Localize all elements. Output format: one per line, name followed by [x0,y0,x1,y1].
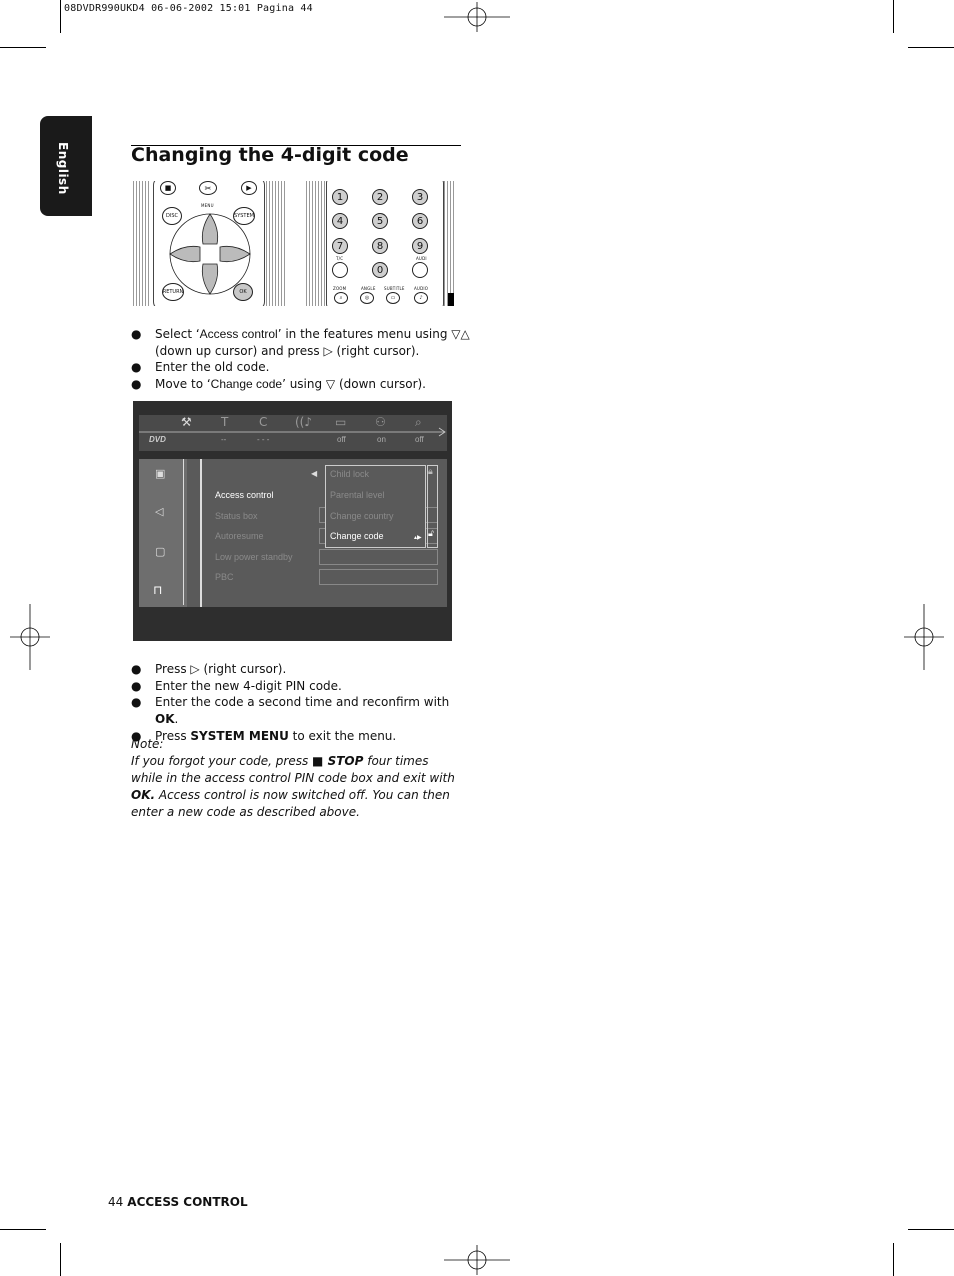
remote-edge [306,181,326,306]
stop-button-icon: ■ [160,181,176,195]
key-3: 3 [412,189,428,205]
osd-sub-change-code: Change code [330,531,384,541]
osd-item-status-box: Status box [215,511,258,521]
page-number: 44 [108,1195,124,1209]
return-button: RETURN [162,283,184,301]
audio-top-button [412,262,428,278]
key-1: 1 [332,189,348,205]
step-item: ● Press ▷ (right cursor). [131,661,476,678]
remote-edge-shadow [448,293,454,306]
crop-mark [893,0,894,33]
osd-value-box [319,549,438,565]
crop-mark [893,1243,894,1276]
features-icon: ⚒ [181,415,192,429]
audio-button-icon: ♪ [414,292,428,304]
audio-top-label: AUDI [416,256,427,261]
step-item: ● Press SYSTEM MENU to exit the menu. [131,728,476,745]
title-icon: T [221,415,229,429]
note-text: If you forgot your code, press ■ STOP four times while in the access control PIN code box and exit with OK. Access control is now switched off. You can then enter a new code as described above. [131,754,455,819]
step-item: ● Move to ‘Change code’ using ▽ (down cursor). [131,376,471,393]
page-footer [108,1195,248,1209]
key-6: 6 [412,213,428,229]
picture-icon: ▣ [155,467,166,480]
note [131,736,461,821]
angle-button-icon: ◎ [360,292,374,304]
lock-icon: 🔒︎ [428,467,433,477]
key-2: 2 [372,189,388,205]
steps-after [131,661,476,745]
osd-panel [139,459,447,607]
step-item: ● Enter the new 4-digit PIN code. [131,678,476,695]
features-bag-icon: ⊓ [153,583,163,597]
key-9: 9 [412,238,428,254]
osd-submenu [325,465,426,548]
left-arrow-icon: ◀ [311,469,318,478]
step-item: ● Select ‘Access control’ in the features menu using ▽△ (down up cursor) and press ▷ (right cursor). [131,326,471,359]
key-8: 8 [372,238,388,254]
sound-icon: ((♪ [295,415,313,429]
crop-mark [60,0,61,33]
osd-val-chapter: - - - [257,435,270,444]
osd-sub-child-lock: Child lock [330,469,370,479]
speaker-icon: ◁ [155,505,164,518]
remote-edge [266,181,287,306]
page-title: Changing the 4-digit code [131,144,409,166]
osd-sidebar [139,459,187,607]
system-button: SYSTEM [233,207,255,225]
osd-val-angle: on [377,435,386,444]
subtitle-button-icon: ▭ [386,292,400,304]
zoom-icon: ⌕ [415,415,422,429]
osd-val-title: -- [221,435,227,444]
language-label: English [56,142,70,195]
osd-item-access-control: Access control [215,490,274,500]
osd-value-box [319,569,438,585]
crop-mark [908,1229,954,1230]
subtitle-icon: ▭ [335,415,347,429]
crop-mark [908,47,954,48]
crop-mark [0,47,46,48]
steps-before [131,326,471,393]
note-label: Note: [131,737,164,751]
print-header: 08DVDR990UKD4 06-06-2002 15:01 Pagina 44 [64,3,313,14]
angle-icon: ⚇ [375,415,386,429]
chapter-icon: C [259,415,268,429]
section-name: ACCESS CONTROL [127,1195,248,1209]
remote-edge [133,181,151,306]
key-0: 0 [372,262,388,278]
osd-item-low-power: Low power standby [215,552,293,562]
osd-val-subtitle: off [337,435,346,444]
arrows-icon: ▴▶ [414,534,422,541]
subtitle-label: SUBTITLE [384,286,405,291]
tc-button [332,262,348,278]
audio-label: AUDIO [414,286,429,291]
step-item: ● Enter the code a second time and reconfirm with OK. [131,694,476,727]
osd-menu-screenshot [133,401,452,641]
crop-mark [60,1243,61,1276]
key-5: 5 [372,213,388,229]
registration-mark [904,604,944,670]
osd-scroll-line [183,459,184,605]
scissors-button-icon: ✂ [199,181,217,195]
play-button-icon: ▶ [241,181,257,195]
key-7: 7 [332,238,348,254]
registration-mark [10,604,50,670]
remote-edge [444,181,456,306]
remote-illustration-nav [133,181,287,306]
crop-mark [0,1229,46,1230]
tc-label: T/C [336,256,344,261]
osd-sub-parental-level: Parental level [330,490,385,500]
registration-mark [444,2,510,32]
osd-item-autoresume: Autoresume [215,531,264,541]
osd-val-zoom: off [415,435,424,444]
stop-icon: ■ [312,754,324,768]
registration-mark [444,1245,510,1275]
osd-item-pbc: PBC [215,572,234,582]
osd-sub-change-country: Change country [330,511,394,521]
menu-label: MENU [201,203,214,208]
osd-divider [200,459,202,607]
zoom-button-icon: ⌕ [334,292,348,304]
language-icon: ▢ [155,545,166,558]
ok-button: OK [233,283,253,301]
zoom-label: ZOOM [333,286,347,291]
osd-logo: DVD [149,435,166,444]
lock-open-icon: 🔓︎ [428,529,434,539]
remote-illustration-keypad [306,181,458,306]
key-4: 4 [332,213,348,229]
disc-button: DISC [162,207,182,225]
language-tab [40,116,92,216]
step-item: ● Enter the old code. [131,359,471,376]
angle-label: ANGLE [361,286,376,291]
